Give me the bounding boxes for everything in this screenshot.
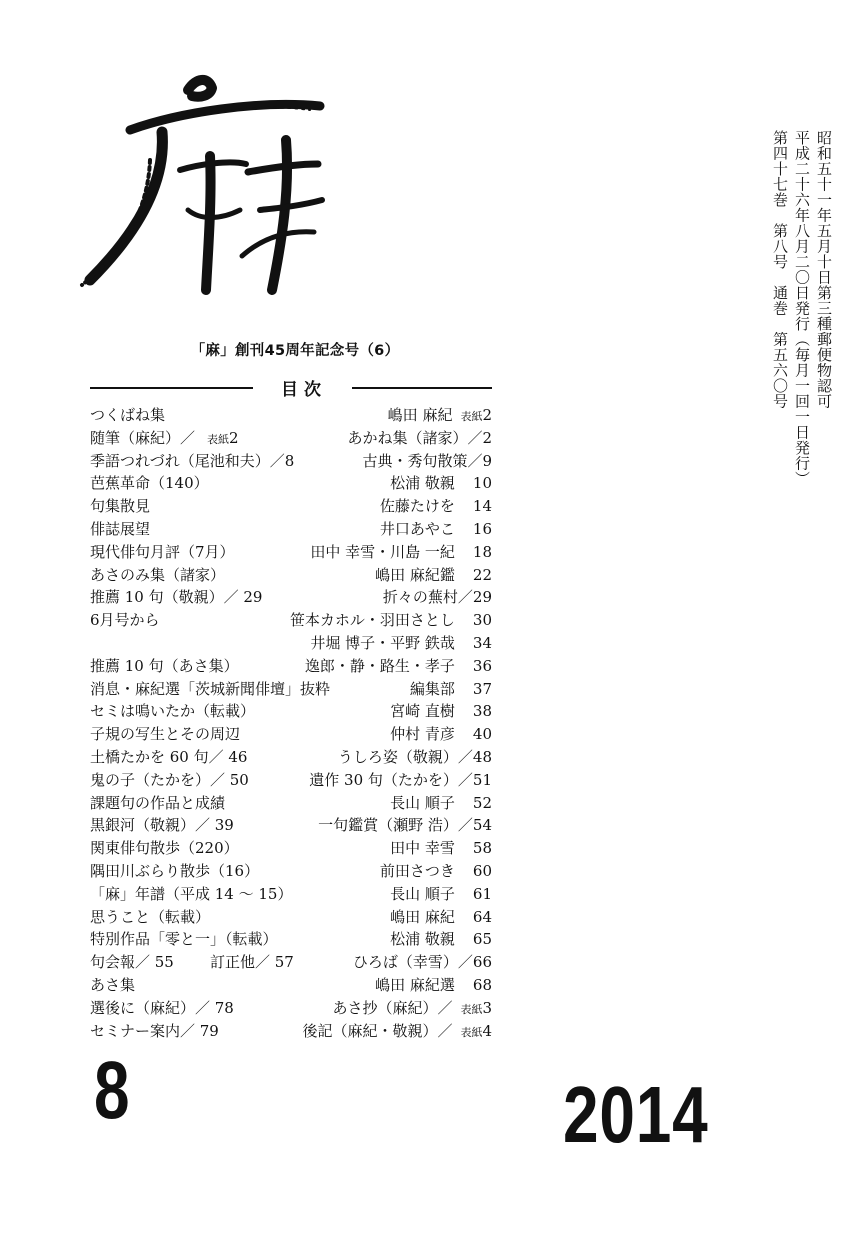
toc-author: 嶋田 麻紀 <box>390 907 455 926</box>
toc-title: セミナー案内／ 79 <box>90 1021 219 1040</box>
toc-row <box>90 951 492 974</box>
toc-page <box>460 404 492 429</box>
toc-page-number: 2 <box>482 406 492 424</box>
toc-page: 10 <box>472 474 492 493</box>
toc-author: 宮崎 直樹 <box>390 702 455 721</box>
colophon-vertical <box>769 130 835 530</box>
toc-row <box>90 678 492 701</box>
toc-page: 18 <box>472 542 492 561</box>
toc-row <box>90 632 492 655</box>
toc-title: 課題句の作品と成績 <box>90 793 226 812</box>
toc-row <box>90 609 492 632</box>
toc-author: 古典・秀句散策／9 <box>362 451 492 470</box>
heading-rule-left <box>90 387 253 389</box>
toc-author: 笹本カホル・羽田さとし <box>289 611 455 630</box>
toc-row <box>90 700 492 723</box>
toc-row <box>90 814 492 837</box>
toc-author: 仲村 青彦 <box>390 725 455 744</box>
toc-author: 井堀 博子・平野 鉄哉 <box>310 633 455 652</box>
toc-author: うしろ姿（敬親）／48 <box>337 747 492 766</box>
toc-author: 嶋田 麻紀鑑 <box>375 565 455 584</box>
toc-author: 嶋田 麻紀 <box>387 406 453 424</box>
toc-title: 子規の写生とその周辺 <box>90 725 241 744</box>
toc-title: 句集散見 <box>90 497 151 516</box>
toc-middle: 訂正他／ 57 <box>210 953 294 972</box>
toc-left-page <box>207 427 239 452</box>
toc-row <box>90 586 492 609</box>
toc-title: 隅田川ぶらり散歩（16） <box>90 861 260 880</box>
toc-page <box>460 997 492 1022</box>
table-of-contents <box>90 404 492 1042</box>
toc-heading <box>90 375 492 401</box>
toc-title: 「麻」年譜（平成 14 ～ 15） <box>90 884 293 903</box>
issue-year: 2014 <box>563 1070 709 1159</box>
toc-page-number: 3 <box>482 998 492 1017</box>
toc-row <box>90 541 492 564</box>
toc-author: あかね集（諸家）／2 <box>347 428 492 447</box>
toc-title: 推薦 10 句（敬親）／ 29 <box>90 588 263 607</box>
toc-title: 随筆（麻紀）／ <box>90 428 196 447</box>
toc-row <box>90 997 492 1020</box>
toc-row <box>90 906 492 929</box>
toc-author: ひろば（幸雪）／66 <box>352 953 492 972</box>
toc-cover-page: 2 <box>229 428 239 447</box>
toc-author: 逸郎・静・路生・孝子 <box>304 656 455 675</box>
toc-title: 黒銀河（敬親）／ 39 <box>90 816 234 835</box>
toc-cover-prefix: 表紙 <box>207 432 229 446</box>
toc-cover-prefix: 表紙 <box>460 410 483 423</box>
toc-title: 思うこと（転載） <box>90 907 211 926</box>
toc-row <box>90 518 492 541</box>
toc-cover-prefix: 表紙 <box>460 1002 483 1016</box>
toc-row <box>90 792 492 815</box>
toc-author: 前田さつき <box>379 861 455 880</box>
colophon-line: 平成二十六年八月二〇日発行（毎月一回一日発行） <box>793 130 811 487</box>
anniversary-subtitle: 「麻」創刊45周年記念号（6） <box>190 343 400 359</box>
toc-author: 井口あやこ <box>379 519 455 538</box>
toc-row <box>90 974 492 997</box>
heading-rule-right <box>352 387 492 389</box>
toc-row <box>90 860 492 883</box>
toc-title: 関東俳句散歩（220） <box>90 839 239 858</box>
calligraphy-logo <box>70 60 340 300</box>
toc-page: 16 <box>472 519 492 538</box>
toc-row <box>90 655 492 678</box>
toc-title: 俳誌展望 <box>90 519 151 538</box>
toc-title: 特別作品「零と一」（転載） <box>90 930 278 949</box>
toc-row <box>90 450 492 473</box>
colophon-line: 昭和五十一年五月十日第三種郵便物認可 <box>815 130 833 409</box>
toc-page: 40 <box>472 725 492 744</box>
toc-row <box>90 495 492 518</box>
toc-row <box>90 404 492 427</box>
toc-author: あさ抄（麻紀）／ <box>332 998 453 1017</box>
toc-author: 長山 順子 <box>390 884 455 903</box>
toc-author: 田中 幸雪・川島 一紀 <box>310 542 455 561</box>
toc-title: 推薦 10 句（あさ集） <box>90 656 239 675</box>
toc-author: 折々の蕪村／29 <box>382 588 492 607</box>
toc-page: 30 <box>472 611 492 630</box>
toc-page: 34 <box>472 633 492 652</box>
toc-author: 編集部 <box>409 679 455 698</box>
toc-page <box>460 1020 492 1045</box>
toc-row <box>90 883 492 906</box>
toc-row <box>90 427 492 450</box>
toc-page-number: 4 <box>482 1021 492 1040</box>
toc-author: 嶋田 麻紀選 <box>375 975 455 994</box>
toc-author: 田中 幸雪 <box>390 839 455 858</box>
toc-page: 68 <box>472 975 492 994</box>
toc-title: セミは鳴いたか（転載） <box>90 702 256 721</box>
toc-title: 句会報／ 55 <box>90 953 174 972</box>
toc-author: 長山 順子 <box>390 793 455 812</box>
issue-number: 8 <box>94 1045 130 1136</box>
toc-page: 65 <box>472 930 492 949</box>
toc-row <box>90 928 492 951</box>
toc-author: 一句鑑賞（瀬野 浩）／54 <box>318 816 492 835</box>
toc-row <box>90 746 492 769</box>
toc-title: 選後に（麻紀）／ 78 <box>90 998 234 1017</box>
toc-page: 14 <box>472 497 492 516</box>
toc-page: 64 <box>472 907 492 926</box>
toc-page: 61 <box>472 884 492 903</box>
toc-page: 38 <box>472 702 492 721</box>
toc-title: 季語つれづれ（尾池和夫）／8 <box>90 451 295 470</box>
toc-title: 土橋たかを 60 句／ 46 <box>90 747 248 766</box>
toc-row <box>90 472 492 495</box>
toc-title: 芭蕉革命（140） <box>90 474 209 493</box>
toc-cover-prefix: 表紙 <box>460 1025 483 1039</box>
toc-author: 松浦 敬親 <box>390 930 455 949</box>
toc-row <box>90 564 492 587</box>
toc-page: 58 <box>472 839 492 858</box>
toc-title: あさ集 <box>90 975 136 994</box>
toc-page: 60 <box>472 861 492 880</box>
toc-page: 52 <box>472 793 492 812</box>
toc-page: 37 <box>472 679 492 698</box>
toc-row <box>90 1020 492 1043</box>
toc-page: 22 <box>472 565 492 584</box>
toc-title: あさのみ集（諸家） <box>90 565 226 584</box>
toc-author: 佐藤たけを <box>379 497 455 516</box>
toc-heading-label: 目次 <box>281 380 327 400</box>
toc-row <box>90 723 492 746</box>
toc-author: 遺作 30 句（たかを）／51 <box>309 770 492 789</box>
toc-author: 後記（麻紀・敬親）／ <box>302 1021 453 1040</box>
toc-title: 6月号から <box>90 611 160 630</box>
toc-title: つくばね集 <box>90 406 166 424</box>
toc-row <box>90 769 492 792</box>
colophon-line: 第四十七巻 第八号 通巻 第五六〇号 <box>771 130 789 409</box>
toc-author: 松浦 敬親 <box>390 474 455 493</box>
toc-title: 現代俳句月評（7月） <box>90 542 235 561</box>
toc-title: 消息・麻紀選「茨城新聞俳壇」抜粋 <box>90 679 331 698</box>
brush-character-svg <box>70 60 340 300</box>
toc-row <box>90 837 492 860</box>
toc-page: 36 <box>472 656 492 675</box>
toc-title: 鬼の子（たかを）／ 50 <box>90 770 249 789</box>
